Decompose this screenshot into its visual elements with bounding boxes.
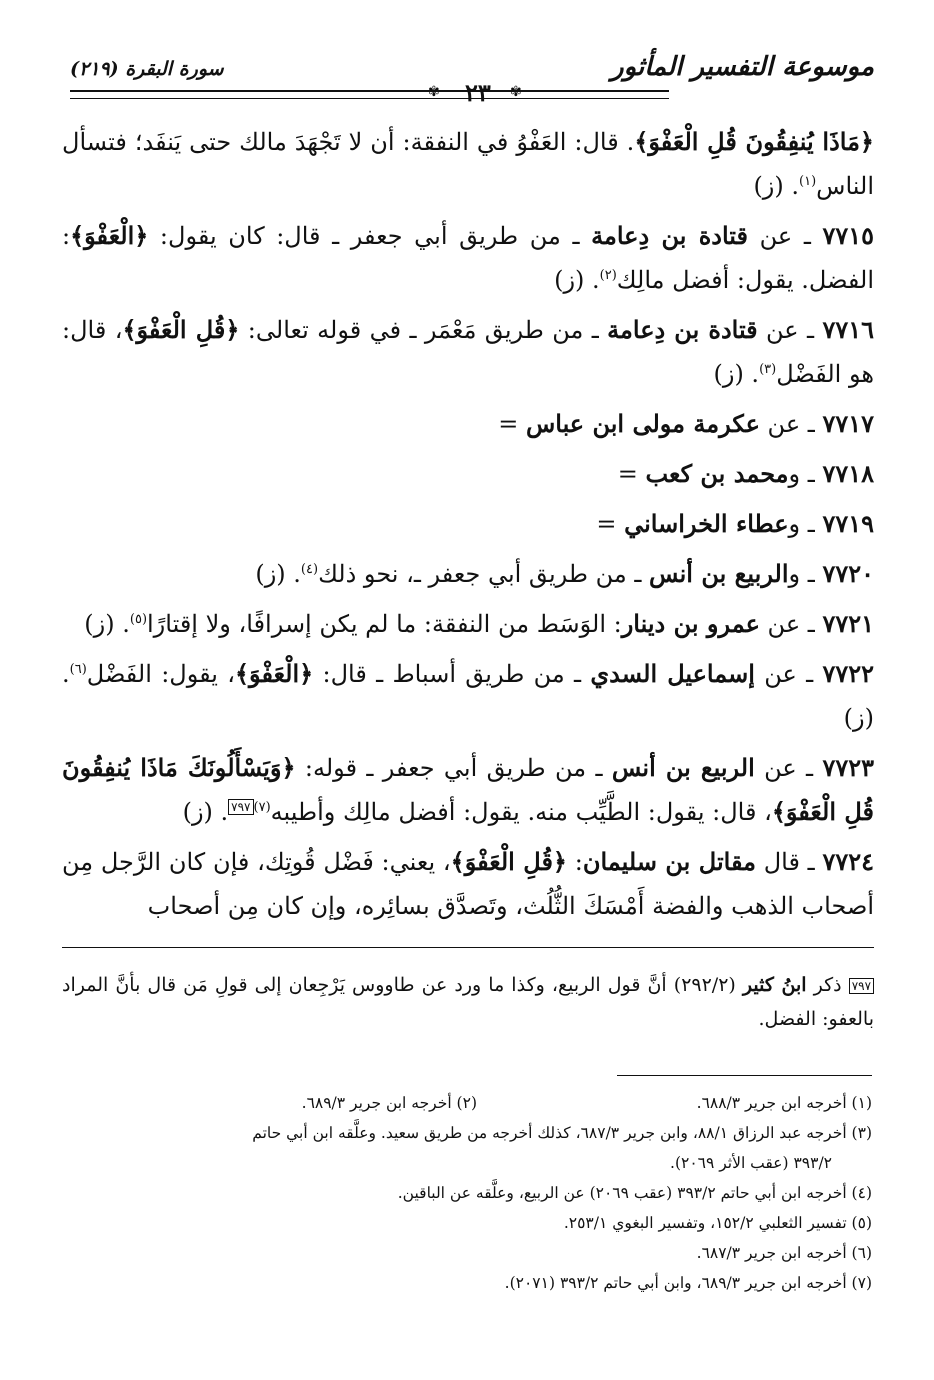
footnote-row bbox=[62, 1088, 872, 1118]
quran-quote: ﴿قُلِ الْعَفْوَ﴾ bbox=[122, 315, 240, 344]
footnote-marker: (٤) bbox=[300, 562, 319, 577]
text: = bbox=[617, 460, 646, 488]
footnote-marker: (٢) bbox=[599, 268, 617, 283]
entry-7724 bbox=[62, 840, 874, 928]
narrator-name: عطاء الخراساني bbox=[624, 509, 789, 538]
text: ـ من طريق أبي جعفر ـ، نحو ذلك bbox=[318, 560, 650, 588]
footnote-marker: (٣) bbox=[759, 362, 777, 377]
narrator-name: مقاتل بن سليمان bbox=[582, 847, 756, 876]
text: . (ز) bbox=[554, 266, 600, 294]
text: : bbox=[566, 848, 583, 876]
editor-note bbox=[62, 968, 874, 1036]
entry-number: ٧٧٢٤ bbox=[822, 847, 875, 876]
section-divider bbox=[62, 947, 874, 948]
editor-note-ref[interactable]: ٧٩٧ bbox=[228, 799, 253, 815]
narrator-name: عمرو بن دينار bbox=[621, 609, 760, 638]
entry-number: ٧٧١٨ bbox=[822, 459, 874, 488]
quran-quote: ﴿الْعَفْوَ﴾ bbox=[234, 659, 314, 688]
text: ـ من طريق أسباط ـ قال: bbox=[313, 660, 591, 688]
text: (٢٩٢/٢) أنَّ قول الربيع، وكذا ما ورد عن طاووس يَرْجِعان إلى قولِ مَن قال بأنَّ المراد بالعفو: الفضل. bbox=[62, 974, 874, 1030]
text: ـ و bbox=[788, 510, 823, 538]
text: . (ز) bbox=[713, 360, 760, 388]
footnote-5: (٥) تفسير الثعلبي ١٥٢/٢، وتفسير البغوي ٢٥٣/١. bbox=[563, 1214, 872, 1232]
text: . قال: العَفْوُ في النفقة: أن لا تَجْهَدَ مالك حتى يَنفَد؛ فتسأل الناس bbox=[62, 128, 874, 200]
text: ـ عن bbox=[757, 316, 823, 344]
text: = bbox=[596, 510, 625, 538]
narrator-name: محمد بن كعب bbox=[645, 459, 789, 488]
quran-quote: ﴿مَاذَا يُنفِقُونَ قُلِ الْعَفْوَ﴾ bbox=[634, 127, 874, 156]
main-text bbox=[62, 120, 874, 934]
footnote-4: (٤) أخرجه ابن أبي حاتم ٣٩٣/٢ (عقب ٢٠٦٩) عن الربيع، وعلَّقه عن الباقين. bbox=[397, 1184, 872, 1202]
text: ذكر bbox=[806, 974, 849, 996]
text: ، يعني: فَضْل قُوتِك، فإن كان الرَّجل مِن أصحاب الذهب والفضة أَمْسَكَ الثُّلُث، وتَصدَّق بسائِره، وإن كان مِن أصحاب bbox=[62, 848, 874, 920]
entry-7719 bbox=[62, 502, 874, 546]
narrator-name: الربيع بن أنس bbox=[649, 559, 789, 588]
ornament-icon: ✾ bbox=[428, 84, 440, 100]
header-rule-left bbox=[70, 90, 425, 99]
text: ـ عن bbox=[759, 610, 823, 638]
text: ـ من طريق مَعْمَر ـ في قوله تعالى: bbox=[239, 316, 608, 344]
entry-7716 bbox=[62, 308, 874, 396]
text: . (ز) bbox=[62, 660, 874, 732]
footnote-marker: (٥) bbox=[129, 612, 148, 627]
entry-number: ٧٧١٩ bbox=[822, 509, 874, 538]
footnote-6: (٦) أخرجه ابن جرير ٦٨٧/٣. bbox=[696, 1244, 872, 1262]
footnotes bbox=[62, 1088, 872, 1298]
footnote-7: (٧) أخرجه ابن جرير ٦٨٩/٣، وابن أبي حاتم ٣٩٣/٢ (٢٠٧١). bbox=[504, 1274, 872, 1292]
narrator-name: إسماعيل السدي bbox=[590, 659, 755, 688]
surah-label: سورة البقرة (٢١٩) bbox=[70, 58, 224, 80]
running-header bbox=[70, 52, 874, 107]
text: ـ عن bbox=[754, 660, 823, 688]
entry-number: ٧٧١٥ bbox=[822, 221, 875, 250]
entry-number: ٧٧٢٠ bbox=[822, 559, 874, 588]
footnote-marker: (٧) bbox=[253, 800, 271, 815]
text: : الفضل. يقول: أفضل مالِك bbox=[62, 222, 874, 294]
footnote-divider bbox=[617, 1075, 872, 1076]
editor-note-ref: ٧٩٧ bbox=[849, 978, 874, 994]
text: . (ز) bbox=[255, 560, 301, 588]
footnote-2: (٢) أخرجه ابن جرير ٦٨٩/٣. bbox=[301, 1094, 477, 1112]
text: ، قال: هو الفَضْل bbox=[62, 316, 874, 388]
footnote-3-continued: ٣٩٣/٢ (عقب الأثر ٢٠٦٩). bbox=[670, 1154, 832, 1172]
entry-number: ٧٧١٦ bbox=[822, 315, 874, 344]
narrator-name: قتادة بن دِعامة bbox=[591, 221, 749, 250]
entry-number: ٧٧٢٢ bbox=[822, 659, 874, 688]
text: . (ز) bbox=[753, 172, 800, 200]
quran-quote: ﴿الْعَفْوَ﴾ bbox=[70, 221, 149, 250]
text: ، يقول: الفَضْل bbox=[86, 660, 235, 688]
text: . (ز) bbox=[84, 610, 130, 638]
entry-number: ٧٧٢١ bbox=[822, 609, 874, 638]
text: ـ و bbox=[788, 560, 823, 588]
narrator-name: الربيع بن أنس bbox=[611, 753, 755, 782]
footnote-marker: (٦) bbox=[69, 662, 87, 677]
page-number: ٢٣ bbox=[465, 78, 491, 107]
quran-quote: ﴿قُلِ الْعَفْوَ﴾ bbox=[450, 847, 567, 876]
ornament-icon: ✾ bbox=[510, 84, 522, 100]
footnote-3: (٣) أخرجه عبد الرزاق ٨٨/١، وابن جرير ٦٨٧/٣، كذلك أخرجه من طريق سعيد. وعلَّقه ابن أبي حاتم bbox=[252, 1124, 872, 1142]
entry-7717 bbox=[62, 402, 874, 446]
text: ـ و bbox=[788, 460, 823, 488]
entry-7722 bbox=[62, 652, 874, 740]
text: . (ز) bbox=[182, 798, 229, 826]
text: ـ عن bbox=[759, 410, 823, 438]
entry-7723 bbox=[62, 746, 874, 834]
text: = bbox=[498, 410, 526, 438]
entry-7718 bbox=[62, 452, 874, 496]
narrator-name: عكرمة مولى ابن عباس bbox=[525, 409, 760, 438]
text: ـ قال bbox=[755, 848, 823, 876]
text: ـ من طريق أبي جعفر ـ قوله: bbox=[295, 754, 612, 782]
entry-7721 bbox=[62, 602, 874, 646]
text: ـ من طريق أبي جعفر ـ قال: كان يقول: bbox=[148, 222, 592, 250]
entry-7715 bbox=[62, 214, 874, 302]
text: ـ عن bbox=[754, 754, 823, 782]
entry-number: ٧٧٢٣ bbox=[822, 753, 874, 782]
quran-quote: ﴿وَيَسْأَلُونَكَ مَاذَا يُنفِقُونَ قُلِ الْعَفْوَ﴾ bbox=[62, 753, 874, 826]
book-title: موسوعة التفسير المأثور bbox=[611, 52, 874, 82]
paragraph-intro bbox=[62, 120, 874, 208]
narrator-name: قتادة بن دِعامة bbox=[607, 315, 758, 344]
text: : الوَسَط من النفقة: ما لم يكن إسرافًا، ولا إقتارًا bbox=[147, 610, 622, 638]
footnote-marker: (١) bbox=[799, 174, 817, 189]
entry-number: ٧٧١٧ bbox=[822, 409, 874, 438]
scholar-name: ابنُ كثير bbox=[742, 974, 807, 996]
footnote-1: (١) أخرجه ابن جرير ٦٨٨/٣. bbox=[696, 1094, 872, 1112]
entry-7720 bbox=[62, 552, 874, 596]
text: ، قال: يقول: الطَّيِّب منه. يقول: أفضل مالِك وأطيبه bbox=[270, 798, 772, 826]
text: ـ عن bbox=[748, 222, 823, 250]
